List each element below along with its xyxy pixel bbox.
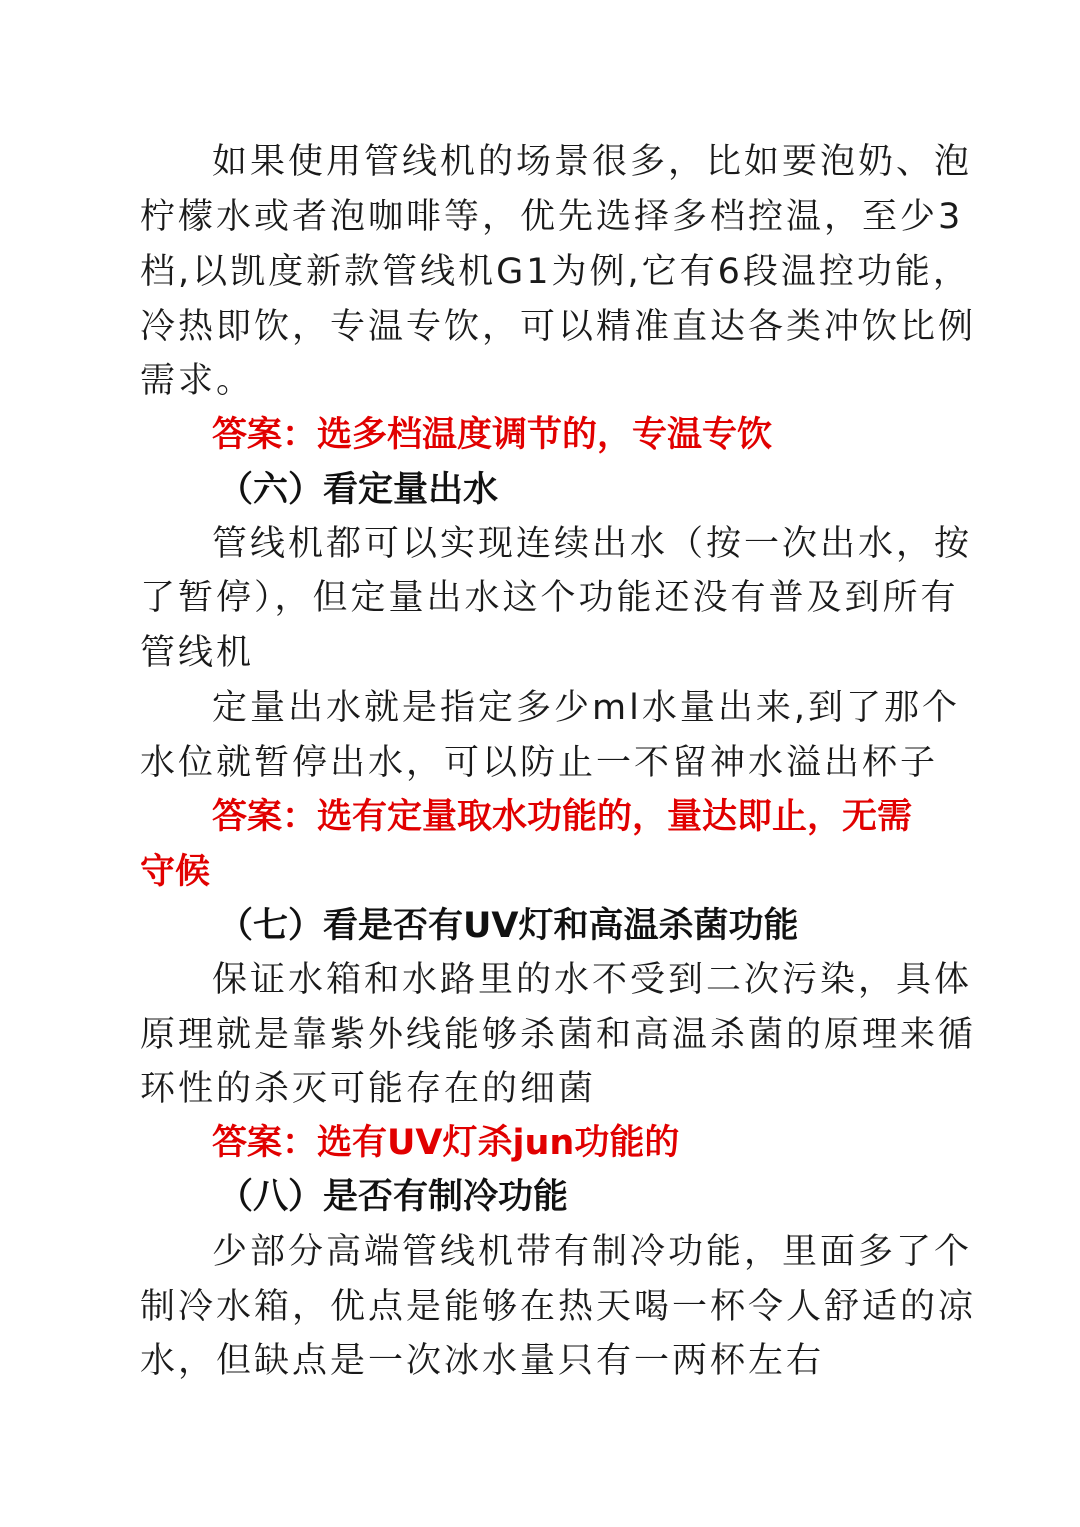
- paragraph-line: 如果使用管线机的场景很多，比如要泡奶、泡: [212, 142, 973, 182]
- paragraph-line: 需求。: [140, 361, 255, 401]
- section-heading: （六）看定量出水: [218, 470, 499, 510]
- section-heading: （七）看是否有UV灯和高温杀菌功能: [218, 906, 799, 946]
- answer-line: 答案：选有定量取水功能的，量达即止，无需: [212, 797, 913, 837]
- answer-line: 守候: [140, 852, 211, 892]
- paragraph-line: 冷热即饮，专温专饮，可以精准直达各类冲饮比例: [140, 307, 977, 347]
- paragraph-line: 了暂停），但定量出水这个功能还没有普及到所有: [140, 578, 959, 618]
- answer-line: 答案：选多档温度调节的，专温专饮: [212, 415, 773, 455]
- paragraph-line: 水，但缺点是一次冰水量只有一两杯左右: [140, 1341, 825, 1381]
- section-heading: （八）是否有制冷功能: [218, 1177, 569, 1217]
- paragraph-line: 柠檬水或者泡咖啡等，优先选择多档控温，至少3: [140, 197, 964, 237]
- paragraph-line: 少部分高端管线机带有制冷功能，里面多了个: [212, 1232, 973, 1272]
- paragraph-line: 管线机: [140, 633, 255, 673]
- paragraph-line: 定量出水就是指定多少ml水量出来,到了那个: [212, 688, 960, 728]
- paragraph-line: 制冷水箱，优点是能够在热天喝一杯令人舒适的凉: [140, 1287, 977, 1327]
- paragraph-line: 档,以凯度新款管线机G1为例,它有6段温控功能，: [140, 252, 971, 292]
- paragraph-line: 管线机都可以实现连续出水（按一次出水，按: [212, 524, 973, 564]
- paragraph-line: 环性的杀灭可能存在的细菌: [140, 1069, 597, 1109]
- paragraph-line: 原理就是靠紫外线能够杀菌和高温杀菌的原理来循: [140, 1015, 977, 1055]
- answer-line: 答案：选有UV灯杀jun功能的: [212, 1123, 680, 1163]
- paragraph-line: 水位就暂停出水，可以防止一不留神水溢出杯子: [140, 743, 939, 783]
- paragraph-line: 保证水箱和水路里的水不受到二次污染，具体: [212, 960, 973, 1000]
